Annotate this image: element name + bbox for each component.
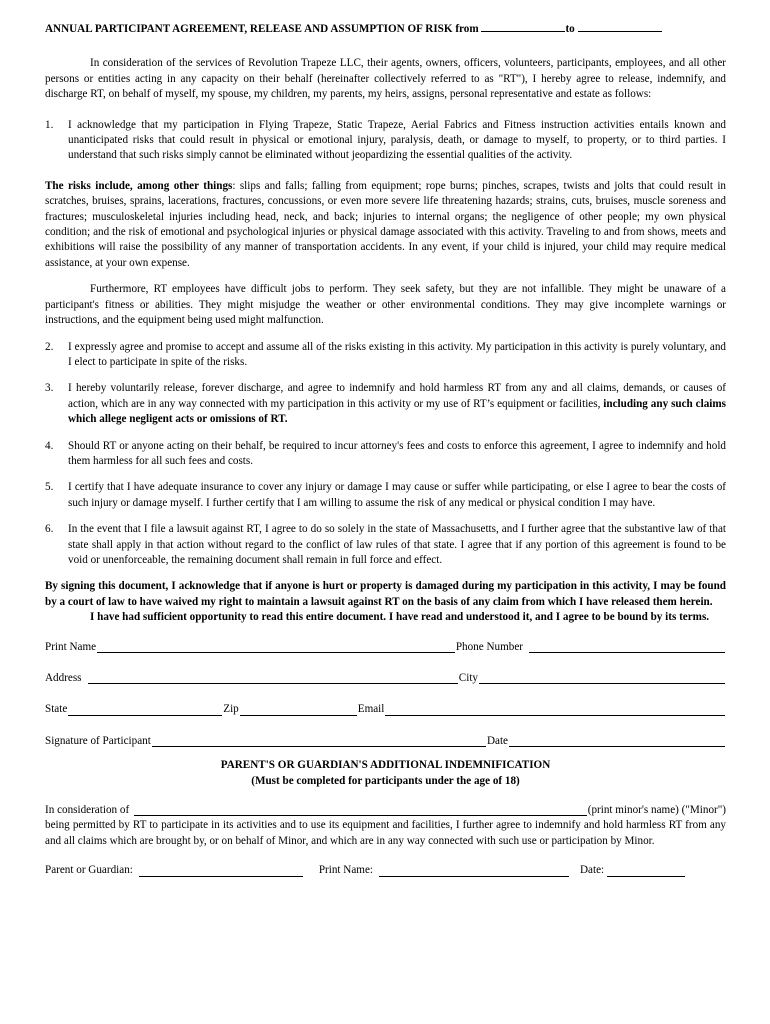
clause-text: I acknowledge that my participation in Flying Trapeze, Static Trapeze, Aerial Fabrics and Fitness instruction activities entails known and unanticipated risks that could result in physical or emotional injury, paralysis, death, or damage to myself, to property, or to third parties. I understand that such risks simply cannot be eliminated without jeopardizing the essential qualities of the activity.: [68, 118, 726, 162]
address-field[interactable]: [88, 671, 458, 684]
guardian-print-name-label: Print Name:: [318, 864, 374, 877]
minor-name-label: (print minor's name) ("Minor"): [587, 803, 726, 816]
risks-text: : slips and falls; falling from equipment; rope burns; pinches, scrapes, twists and jolts that could result in scratches, bruises, sprains, lacerations, fractures, concussions, or even more severe life threatening hazards; strains, cuts, bruises, muscle soreness and fractures; musculoskeletal injuries including head, neck, and back; injuries to internal organs; the negligence of other people; my own physical condition; and the risk of emotional and psychological injuries or physical damage associated with this activity. Traveling to and from shows, meets and exhibitions will raise the possibility of any manner of transportation accidents. In any event, if your child is injured, your child may require medical assistance, at your own expense.: [45, 179, 726, 269]
guardian-heading: PARENT'S OR GUARDIAN'S ADDITIONAL INDEMNIFICATION: [220, 759, 551, 772]
minor-name-row: [45, 803, 726, 818]
signature-field[interactable]: [152, 734, 486, 747]
city-label: City: [458, 671, 478, 684]
signing-agreement: I have had sufficient opportunity to read this entire document. I have read and understood it, and I agree to be bound by its terms.: [90, 611, 710, 624]
from-date-blank[interactable]: [481, 20, 565, 32]
guardian-signature-row: [45, 863, 726, 878]
parent-guardian-label: Parent or Guardian:: [45, 864, 133, 877]
clause-6: [45, 522, 726, 568]
minor-name-field[interactable]: [134, 803, 587, 816]
clause-3: [45, 381, 726, 427]
state-zip-email-row: [45, 702, 726, 717]
clause-text: In the event that I file a lawsuit against RT, I agree to do so solely in the state of Massachusetts, and I further agree that the substantive law of that state shall apply in that action without regard to the conflict of law rules of that state. I agree that if any portion of this agreement is found to be void or unenforceable, the remaining document shall remain in full force and effect.: [68, 523, 726, 566]
clause-number: 5.: [45, 481, 54, 494]
guardian-subheading: (Must be completed for participants under the age of 18): [251, 774, 520, 787]
zip-label: Zip: [223, 703, 239, 716]
clause-4: [45, 439, 726, 470]
clause-text: [68, 381, 726, 427]
guardian-date-label: Date:: [580, 864, 605, 877]
zip-field[interactable]: [240, 703, 357, 716]
consideration-label: In consideration of: [45, 803, 130, 816]
risks-paragraph: [45, 179, 726, 271]
guardian-indemnification-text: being permitted by RT to participate in its activities and to use its equipment and facilities, I further agree to indemnify and hold harmless RT from any and all claims which are brought by, or on behalf of Minor, and which are in any way connected with such use or participation by Minor.: [45, 819, 726, 847]
clause-3-text: I hereby voluntarily release, forever discharge, and agree to indemnify and hold harmless RT from any and all claims, demands, or causes of action, which are in any way connected with my participation in this activity or my use of RT’s equipment or facilities,: [68, 382, 726, 410]
clause-text: I certify that I have adequate insurance to cover any injury or damage I may cause or suffer while participating, or else I agree to bear the costs of such injury or damage myself. I further certify that I am willing to assume the risk of any medical or physical condition I may have.: [68, 481, 726, 509]
date-label: Date: [486, 734, 508, 747]
phone-label: Phone Number: [455, 640, 523, 653]
address-city-row: [45, 671, 726, 686]
risks-lead: The risks include, among other things: [45, 179, 233, 192]
title-to: to: [565, 23, 575, 35]
to-date-blank[interactable]: [578, 20, 662, 32]
clause-text: I expressly agree and promise to accept and assume all of the risks existing in this activity. My participation in this activity is purely voluntary, and I elect to participate in spite of the risks.: [68, 340, 726, 368]
print-name-label: Print Name: [45, 640, 97, 653]
clause-number: 6.: [45, 523, 54, 536]
clause-number: 1.: [45, 118, 54, 131]
email-field[interactable]: [385, 703, 725, 716]
clause-5: [45, 480, 726, 511]
signature-date-row: [45, 734, 726, 749]
clause-number: 2.: [45, 340, 54, 353]
email-label: Email: [357, 703, 385, 716]
name-phone-row: [45, 640, 726, 655]
title-text: ANNUAL PARTICIPANT AGREEMENT, RELEASE AND ASSUMPTION OF RISK from: [45, 23, 479, 35]
phone-field[interactable]: [529, 640, 725, 653]
signature-label: Signature of Participant: [45, 734, 151, 747]
state-field[interactable]: [68, 703, 222, 716]
document-title: [45, 20, 726, 37]
clause-1: [45, 118, 726, 164]
agreement-document: [45, 20, 726, 879]
clause-3-bold: including any such claims which allege negligent acts or omissions of RT.: [68, 397, 726, 426]
guardian-print-name-field[interactable]: [379, 864, 569, 877]
guardian-date-field[interactable]: [607, 864, 685, 877]
address-label: Address: [45, 671, 82, 684]
clause-2: [45, 340, 726, 371]
intro-paragraph: In consideration of the services of Revolution Trapeze LLC, their agents, owners, officers, volunteers, participants, employees, and all other persons or entities acting in any capacity on their behalf (hereinafter collectively referred to as "RT"), I hereby agree to release, indemnify, and discharge RT, on behalf of myself, my spouse, my children, my parents, my heirs, assigns, personal representative and estate as follows:: [45, 57, 726, 101]
state-label: State: [45, 703, 68, 716]
furthermore-paragraph: Furthermore, RT employees have difficult jobs to perform. They seek safety, but they are not infallible. They might be unaware of a participant's fitness or abilities. They might misjudge the weather or other environmental conditions. They may give incomplete warnings or instructions, and the equipment being used might malfunction.: [45, 283, 726, 327]
clause-number: 3.: [45, 382, 54, 395]
signing-acknowledgement: By signing this document, I acknowledge that if anyone is hurt or property is damaged during my participation in this activity, I may be found by a court of law to have waived my right to maintain a lawsuit against RT on the basis of any claim from which I have released them herein.: [45, 580, 726, 608]
city-field[interactable]: [479, 671, 725, 684]
print-name-field[interactable]: [97, 640, 455, 653]
parent-guardian-field[interactable]: [139, 864, 303, 877]
clause-text: Should RT or anyone acting on their behalf, be required to incur attorney's fees and costs to enforce this agreement, I agree to indemnify and hold them harmless for all such fees and costs.: [68, 439, 726, 467]
clause-number: 4.: [45, 439, 54, 452]
date-field[interactable]: [509, 734, 725, 747]
